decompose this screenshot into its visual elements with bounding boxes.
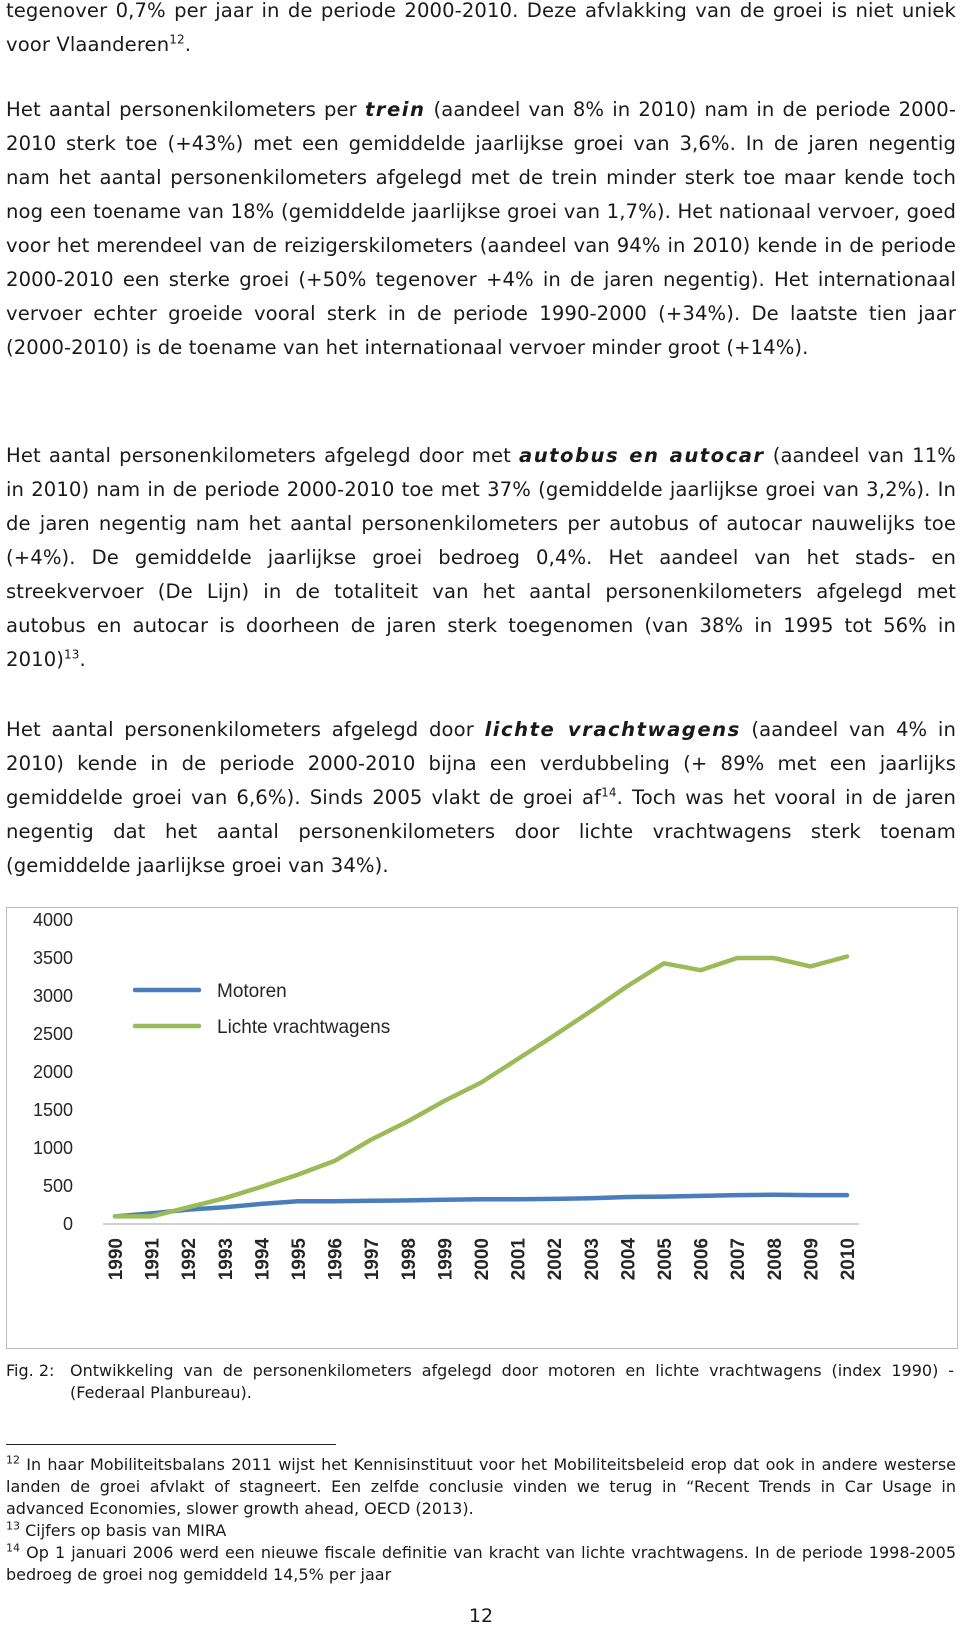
data-point <box>406 1199 409 1202</box>
y-tick-label: 3500 <box>32 948 73 968</box>
y-tick-label: 2500 <box>32 1024 73 1044</box>
legend-label: Motoren <box>217 981 287 1002</box>
footnote-ref-14[interactable]: 14 <box>601 785 617 800</box>
footnote-ref-13[interactable]: 13 <box>64 647 80 662</box>
x-tick-label: 2004 <box>618 1238 640 1281</box>
x-tick-label: 2010 <box>838 1238 859 1281</box>
footnote-number: 12 <box>6 1453 20 1467</box>
data-point <box>736 1194 739 1197</box>
x-tick-label: 2007 <box>728 1238 750 1281</box>
data-point <box>553 1197 556 1200</box>
data-point <box>333 1200 336 1203</box>
line-chart <box>6 907 958 1349</box>
paragraph-text: Het aantal personenkilometers afgelegd door <box>6 718 485 741</box>
data-point <box>480 1081 483 1084</box>
data-point <box>406 1120 409 1123</box>
paragraph-text: . <box>184 33 192 56</box>
data-point <box>443 1198 446 1201</box>
data-point <box>846 1194 849 1197</box>
page-number: 12 <box>468 1605 494 1627</box>
y-tick-label: 2000 <box>32 1062 73 1082</box>
data-point <box>297 1173 300 1176</box>
paragraph-trein <box>6 93 956 365</box>
footnote-separator <box>6 1444 336 1445</box>
footnote-12 <box>6 1454 956 1520</box>
paragraph-text: (aandeel van 8% in 2010) nam in de periode 2000-2010 sterk toe (+43%) met een gemiddelde jaarlijkse groei van 3,6%. In de jaren negentig nam het aantal personenkilometers afgelegd met de trein minder sterk toe maar kende toch nog een toename van 18% (gemiddelde jaarlijkse groei van 1,7%). Het nationaal vervoer, goed voor het merendeel van de reizigerskilometers (aandeel van 94% in 2010) kende in de periode 2000-2010 een sterke groei (+50% tegenover +4% in de jaren negentig). Het internationaal vervoer echter groeide vooral sterk in de periode 1990-2000 (+34%). De laatste tien jaar (2000-2010) is de toename van het internationaal vervoer minder groot (+14%). <box>6 98 956 359</box>
x-tick-label: 1990 <box>106 1238 127 1281</box>
data-point <box>626 985 629 988</box>
footnote-text: Cijfers op basis van MIRA <box>20 1521 227 1540</box>
data-point <box>736 957 739 960</box>
data-point <box>809 965 812 968</box>
data-point <box>553 1034 556 1037</box>
keyword-lichte-vrachtwagens: lichte vrachtwagens <box>484 718 741 741</box>
paragraph-autobus <box>6 439 956 677</box>
x-tick-label: 1996 <box>325 1238 347 1281</box>
footnote-13 <box>6 1520 956 1542</box>
paragraph-text: Het aantal personenkilometers afgelegd door met <box>6 444 519 467</box>
y-tick-label: 0 <box>62 1214 73 1234</box>
data-point <box>480 1198 483 1201</box>
x-tick-label: 1995 <box>289 1238 310 1281</box>
data-point <box>772 1193 775 1196</box>
paragraph-text: (aandeel van 11% in 2010) nam in de periode 2000-2010 toe met 37% (gemiddelde jaarlijkse groei van 3,2%). In de jaren negentig nam het aantal personenkilometers per autobus of autocar nauwelijks toe (+4%). De gemiddelde jaarlijkse groei bedroeg 0,4%. Het aandeel van het stads- en streekvervoer (De Lijn) in de totaliteit van het aantal personenkilometers afgelegd met autobus en autocar is doorheen de jaren sterk toegenomen (van 38% in 1995 tot 56% in 2010) <box>6 444 956 671</box>
x-tick-label: 1991 <box>142 1238 164 1281</box>
x-tick-label: 2009 <box>801 1238 823 1281</box>
footnote-14 <box>6 1542 956 1586</box>
paragraph-lichte-vrachtwagens <box>6 713 956 883</box>
data-point <box>699 1194 702 1197</box>
data-point <box>516 1198 519 1201</box>
paragraph-growth-flattening <box>6 0 956 62</box>
data-point <box>589 1010 592 1013</box>
data-point <box>150 1215 153 1218</box>
y-tick-label: 1500 <box>32 1100 73 1120</box>
paragraph-text: . <box>79 648 86 671</box>
paragraph-text: tegenover 0,7% per jaar in de periode 2000-2010. Deze afvlakking van de groei is niet uniek voor Vlaanderen <box>6 0 956 56</box>
y-tick-label: 4000 <box>32 910 73 930</box>
x-tick-label: 2008 <box>764 1238 786 1281</box>
data-point <box>260 1202 263 1205</box>
x-tick-label: 1997 <box>362 1238 384 1281</box>
data-point <box>260 1185 263 1188</box>
caption-text: Ontwikkeling van de personenkilometers afgelegd door motoren en lichte vrachtwagens (index 1990) - (Federaal Planbureau). <box>70 1361 954 1402</box>
data-point <box>589 1197 592 1200</box>
y-tick-label: 1000 <box>32 1138 73 1158</box>
x-tick-label: 2001 <box>508 1238 530 1281</box>
footnotes <box>6 1454 956 1586</box>
data-point <box>772 957 775 960</box>
chart-canvas <box>7 908 957 1348</box>
x-tick-label: 1993 <box>215 1238 237 1281</box>
data-point <box>626 1196 629 1199</box>
paragraph-text: . Toch was het vooral in de jaren negentig dat het aantal personenkilometers door lichte vrachtwagens sterk toenam (gemiddelde jaarlijkse groei van 34%). <box>6 786 956 877</box>
caption-label: Fig. 2: <box>6 1361 55 1380</box>
data-point <box>663 962 666 965</box>
x-tick-label: 1999 <box>435 1238 457 1281</box>
footnote-ref-12[interactable]: 12 <box>169 32 185 47</box>
x-tick-label: 1992 <box>179 1238 201 1281</box>
footnote-text: Op 1 januari 2006 werd een nieuwe fiscale definitie van kracht van lichte vrachtwagens. In de periode 1998-2005 bedroeg de groei nog gemiddeld 14,5% per jaar <box>6 1543 956 1584</box>
x-tick-label: 2000 <box>472 1238 493 1281</box>
data-point <box>663 1195 666 1198</box>
x-tick-label: 1994 <box>252 1238 274 1281</box>
x-tick-label: 2002 <box>545 1238 567 1281</box>
data-point <box>443 1099 446 1102</box>
data-point <box>370 1138 373 1141</box>
keyword-autobus-autocar: autobus en autocar <box>519 444 765 467</box>
figure-caption <box>6 1360 956 1404</box>
data-point <box>809 1194 812 1197</box>
keyword-trein: trein <box>364 98 426 121</box>
x-tick-label: 2005 <box>655 1238 676 1281</box>
data-point <box>114 1215 117 1218</box>
data-point <box>333 1159 336 1162</box>
paragraph-text: Het aantal personenkilometers per <box>6 98 365 121</box>
x-tick-label: 1998 <box>398 1238 420 1281</box>
data-point <box>846 955 849 958</box>
data-point <box>187 1206 190 1209</box>
legend-label: Lichte vrachtwagens <box>217 1017 391 1038</box>
data-point <box>699 969 702 972</box>
data-point <box>370 1199 373 1202</box>
footnote-text: In haar Mobiliteitsbalans 2011 wijst het Kennisinstituut voor het Mobiliteitsbeleid erop dat ook in andere westerse landen de groei afvlakt of stagneert. Een zelfde conclusie vinden we terug in “Recent Trends in Car Usage in advanced Economies, slower growth ahead, OECD (2013). <box>6 1455 956 1518</box>
footnote-number: 14 <box>6 1541 20 1555</box>
data-point <box>516 1058 519 1061</box>
footnote-number: 13 <box>6 1519 20 1533</box>
data-point <box>223 1197 226 1200</box>
data-point <box>223 1206 226 1209</box>
y-tick-label: 3000 <box>32 986 73 1006</box>
data-point <box>297 1200 300 1203</box>
x-tick-label: 2003 <box>581 1238 603 1281</box>
y-tick-label: 500 <box>42 1176 73 1196</box>
x-tick-label: 2006 <box>691 1238 713 1281</box>
paragraph-text: (aandeel van 4% in 2010) kende in de periode 2000-2010 bijna een verdubbeling (+ 89% met een jaarlijks gemiddelde groei van 6,6%). Sinds 2005 vlakt de groei af <box>6 718 956 809</box>
